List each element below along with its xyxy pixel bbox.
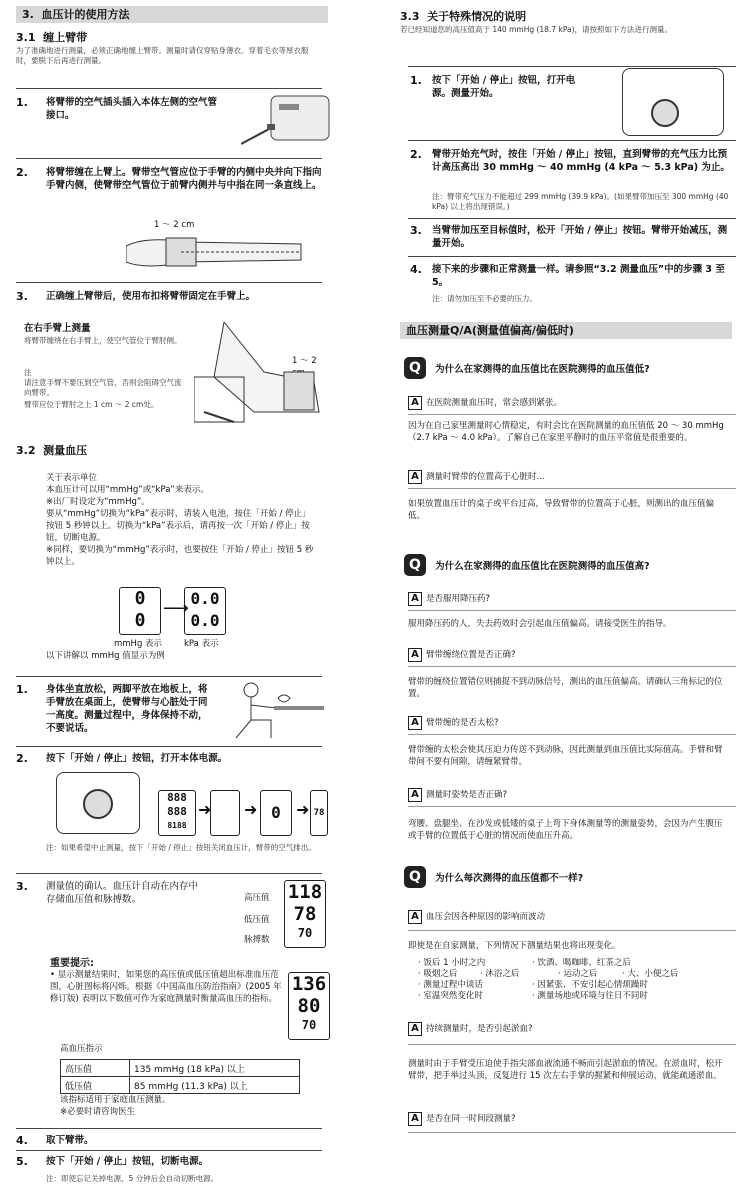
mmhg-label: mmHg 表示 [114,639,163,649]
list-item: · 饮酒、喝咖啡、红茶之后 [532,958,631,968]
answer-icon: A [408,1022,422,1036]
divider [408,666,736,667]
sys-label: 高压值 [244,893,270,903]
list-item: · 沐浴之后 [480,969,520,979]
question-2 [404,554,734,576]
kpa-label: kPa 表示 [184,639,219,649]
factor-row [418,980,718,991]
step-number: 2. [16,166,28,179]
divider [16,1128,322,1129]
step-text: 将臂带缠在上臂上。臂带空气管应位于手臂的内侧中央并向下指向手臂内侧，使臂带空气管位于前臂内侧并与中指在同一条直线上。 [46,167,322,191]
section-3-header [16,6,328,23]
answer [408,910,545,924]
answer-text: 臂带缠的太松会使其压迫力传送不到动脉，因此测量到血压值比实际值高。手臂和臂带间不要有间隙，请缠紧臂带。 [408,745,723,767]
answer-title: 臂带缠的是否太松? [426,718,499,728]
right-arm-title: 在右手臂上测量 [24,323,91,334]
subsection-number: 3.3 [400,10,420,23]
table-cell: 低压值 [61,1077,130,1094]
step2-note: 注：臂带充气压力不能超过 299 mmHg (39.9 kPa)。(如果臂带加压至 300 mmHg (40 kPa) 以上将出现错误。) [432,192,729,211]
answer [408,470,738,484]
cuff-plug-illustration [241,92,331,152]
answer-text: 如果放置血压计的桌子或平台过高，导致臂带的位置高于心脏，则测出的血压值偏低。 [408,499,715,521]
divider [408,414,736,415]
pulse-value: 70 [297,926,313,940]
divider [408,930,736,931]
answer-title: 测量时臂带的位置高于心脏时... [426,472,545,482]
divider [408,1044,736,1045]
step-text: 按下「开始 / 停止」按钮，打开本体电源。 [46,753,228,764]
dia-value: 80 [297,995,321,1017]
question-icon: Q [404,357,426,379]
subsection-title: 关于特殊情况的说明 [427,10,527,23]
divider [408,734,736,735]
power-button [83,789,113,819]
step-number: 1. [16,96,28,109]
right-arm-note-2: 臂带应位于臂肘之上 1 cm ～ 2 cm处。 [24,400,159,409]
answer-icon: A [408,470,422,484]
answer-title: 测量时姿势是否正确? [426,790,508,800]
question-text: 为什么在家测得的血压值比在医院测得的血压值高? [435,560,650,572]
blank-display [210,790,240,836]
answer-icon: A [408,1112,422,1126]
s33-intro: 若已经知道您的高压值高于 140 mmHg (18.7 kPa)，请按照如下方法进行测量。 [400,25,673,34]
factor-row [418,958,718,969]
step5-note: 注：即使忘记关掉电源，5 分钟后会自动切断电源。 [46,1174,219,1183]
subsection-title: 缠上臂带 [43,31,88,44]
pulse-label: 脉搏数 [244,935,270,945]
answer-icon: A [408,396,422,410]
factor-row [418,969,718,980]
step-number: 1. [410,74,422,87]
table-cell: 85 mmHg (11.3 kPa) 以上 [130,1077,300,1094]
answer-icon: A [408,788,422,802]
table-note-1: 该指标适用于家庭血压测量。 [60,1095,171,1105]
arrow-icon: ➜ [244,800,258,819]
lcd-digit: 0.0 [190,589,220,608]
dia-value: 78 [293,903,317,925]
startup-display [158,790,196,836]
question-1 [404,357,734,379]
answer-title: 在医院测量血压时，常会感到紧张。 [426,398,563,408]
step2-note: 注：如果希望中止测量，按下「开始 / 停止」按钮关闭血压计，臂带的空气排出。 [46,843,316,852]
lcd-digit: 888 [167,791,187,804]
step-text: 按下「开始 / 停止」按钮，打开电源。测量开始。 [432,75,576,99]
list-item: · 运动之后 [558,969,598,979]
subsection-3-3 [400,8,526,24]
section-title: 血压计的使用方法 [41,8,130,21]
seated-posture-illustration [216,680,326,742]
answer-icon: A [408,592,422,606]
unit-line: 关于表示单位 [46,473,98,483]
pulse-value: 70 [301,1018,317,1032]
step-number: 5. [16,1155,28,1168]
subsection-title: 测量血压 [43,444,88,457]
left-column [16,0,328,1197]
divider [408,1132,736,1133]
answer [408,1112,516,1126]
divider [408,488,736,489]
arm-cuff-illustration [126,228,306,276]
step-text: 当臂带加压至目标值时，松开「开始 / 停止」按钮。臂带开始减压，测量开始。 [432,225,728,249]
lcd-digit: 8188 [167,821,187,830]
subsection-3-1 [16,29,87,45]
arrow-icon: ➜ [198,800,212,819]
unit-line: ※出厂时设定为“mmHg”。 [46,497,150,507]
step-number: 3. [16,290,28,303]
subsection-number: 3.2 [16,444,36,457]
right-column [396,0,736,1197]
step4-note: 注：请勿加压至不必要的压力。 [432,294,537,303]
lcd-digit: 0.0 [190,611,220,630]
divider [16,873,322,874]
lcd-digit: 0 [134,588,146,609]
question-text: 为什么每次测得的血压值都不一样? [435,872,584,884]
inflate-display: 78 [310,790,328,836]
table-row [61,1060,300,1077]
step-text: 接下来的步骤和正常测量一样。请参照“3.2 测量血压”中的步骤 3 至 5。 [432,264,725,288]
answer [408,648,516,662]
divider [408,218,736,219]
question-icon: Q [404,554,426,576]
list-item: · 因紧张、不安引起心情烦躁时 [532,980,648,990]
table-cell: 135 mmHg (18 kPa) 以上 [130,1060,300,1077]
sys-value: 136 [291,973,327,995]
kpa-display [184,587,226,635]
step-number: 3. [410,224,422,237]
table-row [61,1077,300,1094]
cm-label: 1 ～ 2 [292,356,317,366]
note-label: 注 [24,368,32,377]
step-text: 取下臂带。 [46,1135,94,1146]
zero-display: 0 [260,790,292,836]
answer [408,1022,533,1036]
answer-title: 臂带缠绕位置是否正确? [426,650,516,660]
display-caption: 以下讲解以 mmHg 值显示为例 [46,651,165,661]
section-number: 3. [22,8,34,21]
cm-label: 1 ～ 2 cm [154,220,195,230]
device-illustration [56,772,140,834]
important-text: • 显示测量结果时，如果您的高压值或低压值超出标准血压范围，心脏图标将闪烁。根据《中国高血压防治指南》(2005 年修订版) 表明以下数值可作为家庭测量时衡量高血压的指标。 [50,970,282,1004]
answer-text: 弯腰、盘腿坐、在沙发或低矮的桌子上弯下身体测量等的测量姿势，会因为产生腹压或手臂的位置低于心脏的情况而使血压升高。 [408,819,723,841]
right-arm-text: 将臂带缠绕在右手臂上，使空气管位于臂肘侧。 [24,336,182,345]
unit-line: 本血压计可以用“mmHg”或“kPa”来表示。 [46,485,209,495]
list-item: · 大、小便之后 [622,969,679,979]
answer-title: 血压会因各种原因的影响而波动 [426,912,546,922]
answer-text: 服用降压药的人，失去药效时会引起血压值偏高。请接受医生的指导。 [408,619,672,629]
factor-list [418,958,718,1002]
lcd-digit: 888 [167,805,187,818]
answer-icon: A [408,648,422,662]
list-item: · 吸烟之后 [418,969,458,979]
divider [16,282,322,283]
answer-icon: A [408,910,422,924]
step-number: 2. [410,148,422,161]
divider [16,676,322,677]
reading-display [284,880,326,948]
subsection-3-2 [16,442,87,458]
step-text: 臂带开始充气时，按住「开始 / 停止」按钮，直到臂带的充气压力比预计高压高出 30 mmHg ～ 40 mmHg (4 kPa ～ 5.3 kPa) 为止。 [432,149,730,173]
device-illustration [622,68,724,136]
step-number: 4. [16,1134,28,1147]
answer-text: 即使是在自家测量，下列情况下测量结果也将出现变化。 [408,941,621,951]
divider [408,806,736,807]
important-title: 重要提示: [50,958,94,969]
answer [408,716,499,730]
answer [408,788,507,802]
step-number: 4. [410,263,422,276]
hypertension-table [60,1059,300,1094]
right-arm-illustration [194,322,324,432]
arrow-icon: ⟶ [163,598,189,619]
question-icon: Q [404,866,426,888]
dia-label: 低压值 [244,915,270,925]
step-text: 身体坐直放松，两脚平放在地板上，将手臂放在桌面上，使臂带与心脏处于同一高度。测量过程中，身体保持不动，不要说话。 [46,684,208,734]
answer-title: 持续测量时，是否引起淤血? [426,1024,533,1034]
s31-intro: 为了准确地进行测量，必须正确地缠上臂带。测量时请仅穿贴身薄衣。穿着毛衣等厚衣服时，要脱下后再进行测量。 [16,46,309,65]
answer [408,396,738,410]
step-text: 正确缠上臂带后，使用布扣将臂带固定在手臂上。 [46,291,256,302]
answer [408,592,490,606]
step-number: 2. [16,752,28,765]
answer-icon: A [408,716,422,730]
step-text: 将臂带的空气插头插入本体左侧的空气管接口。 [46,97,218,121]
table-title: 高血压指示 [60,1044,103,1054]
list-item: · 测量场地或环境与往日不同时 [532,991,648,1001]
question-3 [404,866,734,888]
table-cell: 高压值 [61,1060,130,1077]
arrow-icon: ➜ [296,800,310,819]
step-text: 测量值的确认。血压计自动在内存中存储血压值和脉搏数。 [46,881,199,905]
divider [408,610,736,611]
mmhg-display [119,587,161,635]
divider [408,66,736,67]
table-note-2: ※必要时请咨询医生 [60,1107,136,1117]
answer-title: 是否服用降压药? [426,594,491,604]
subsection-number: 3.1 [16,31,36,44]
lcd-digit: 0 [134,610,146,631]
step-text: 按下「开始 / 停止」按钮，切断电源。 [46,1156,209,1167]
list-item: · 室温突然变化时 [418,991,483,1001]
answer-title: 是否在同一时间段测量? [426,1114,516,1124]
unit-line: ※同样，要切换为“mmHg”表示时，也要按住「开始 / 停止」按钮 5 秒钟以上。 [46,545,314,567]
step-number: 1. [16,683,28,696]
factor-row [418,991,718,1002]
right-arm-note-1: 请注意手臂不要压到空气管，否则会阻碍空气流向臂带。 [24,378,182,397]
answer-text: 臂带的缠绕位置错位则捕捉不到动脉信号，测出的血压值偏高。请确认三角标记的位置。 [408,677,723,699]
sys-value: 118 [287,881,323,903]
divider [408,256,736,257]
divider [16,1150,322,1151]
unit-text [46,472,316,568]
power-button [651,99,679,127]
warning-display [288,972,330,1040]
unit-line: 要从“mmHg”切换为“kPa”表示时，请装入电池，按住「开始 / 停止」按钮 5 秒钟以上。切换为“kPa”表示后，请再按一次「开始 / 停止」按钮，切断电源。 [46,509,311,543]
answer-text: 测量时由于手臂受压迫使手指尖部血液流通不畅而引起淤血的情况。在淤血时，松开臂带，把手举过头顶，反复进行 15 次左右手掌的握紧和伸展运动，就能疏通淤血。 [408,1059,723,1081]
qa-section-header: 血压测量Q/A(测量值偏高/偏低时) [400,322,732,339]
step-number: 3. [16,880,28,893]
divider [16,88,322,89]
answer-text: 因为在自己家里测量时心情稳定，有时会比在医院测量的血压值低 20 ～ 30 mmHg（2.7 kPa ～ 4.0 kPa）。了解自己在家里平静时的血压平常值是很重要的。 [408,421,724,443]
divider [16,158,322,159]
list-item: · 测量过程中谈话 [418,980,483,990]
divider [16,746,322,747]
question-text: 为什么在家测得的血压值比在医院测得的血压值低? [435,363,650,375]
list-item: · 饭后 1 小时之内 [418,958,486,968]
divider [408,140,736,141]
